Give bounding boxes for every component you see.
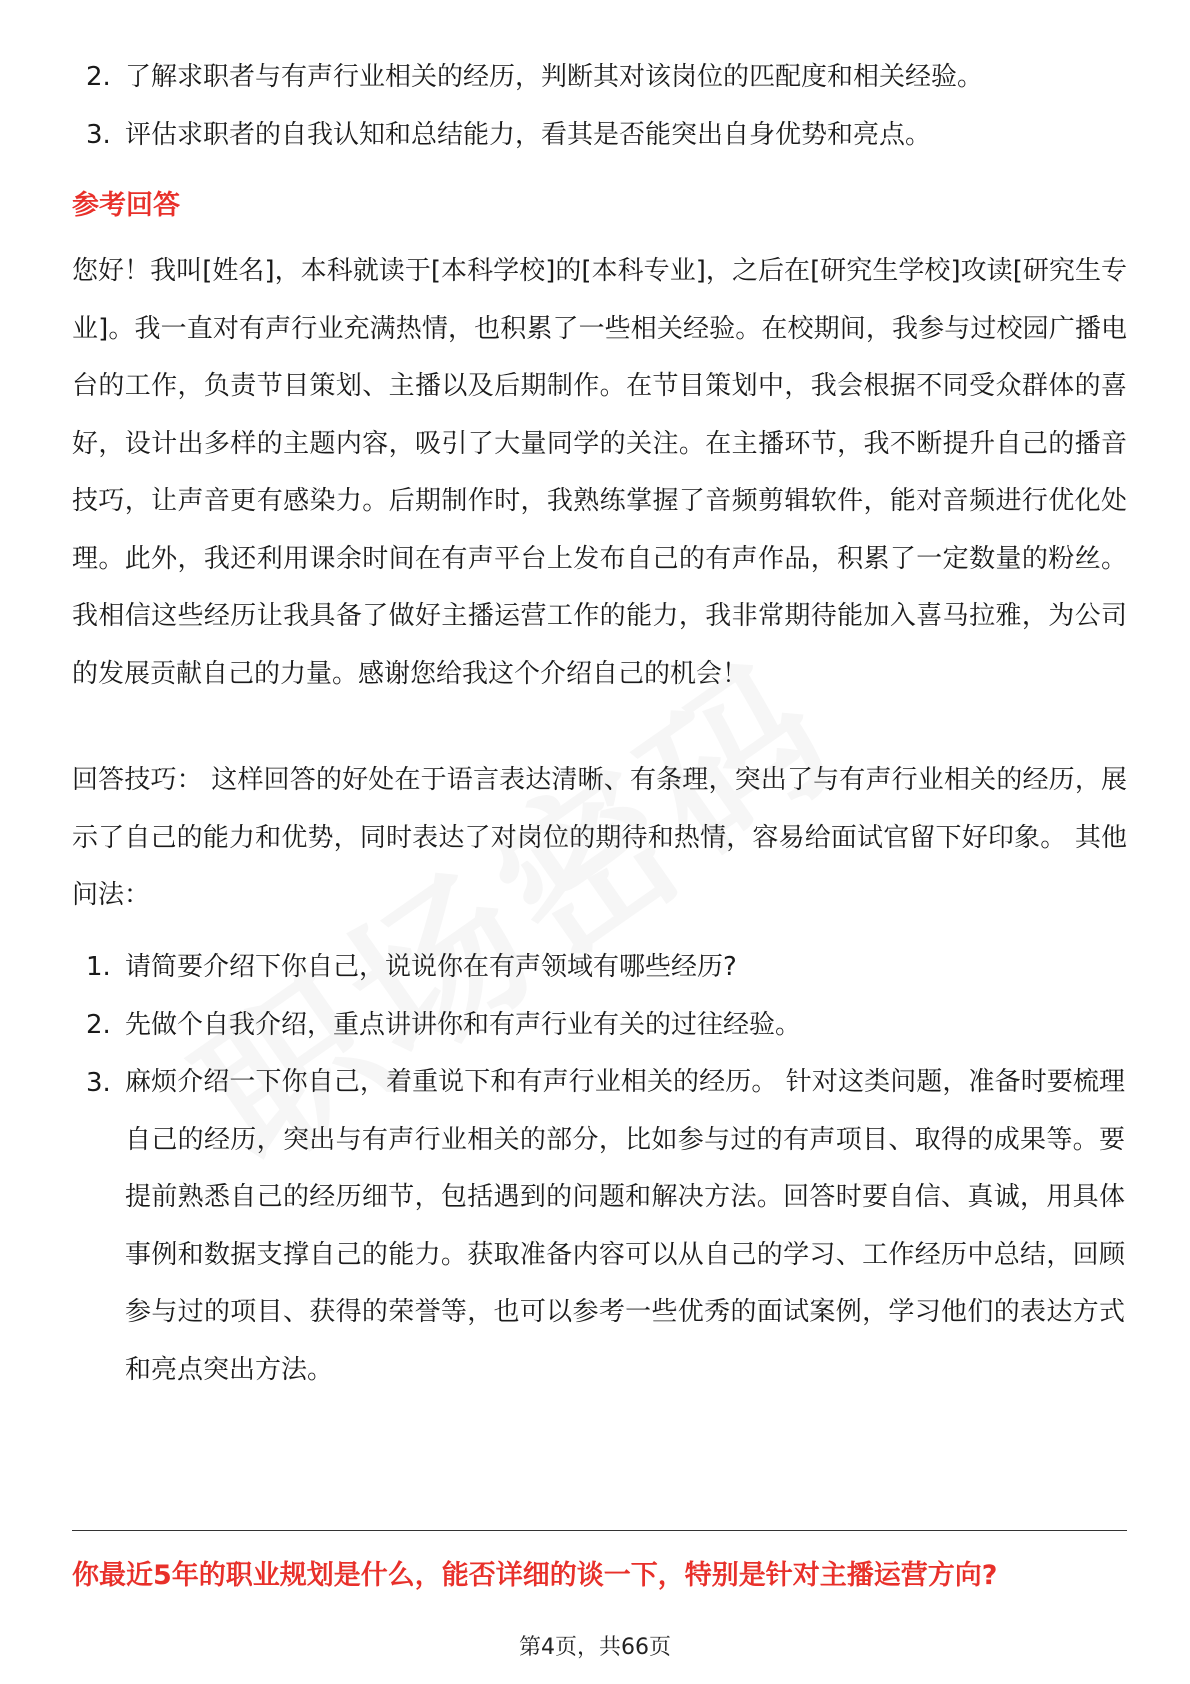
list-text: 麻烦介绍一下你自己，着重说下和有声行业相关的经历。 针对这类问题，准备时要梳理自己的经历，突出与有声行业相关的部分，比如参与过的有声项目、取得的成果等。要提前熟悉自己的经历细节，包括遇到的问题和解决方法。回答时要自信、真诚，用具体事例和数据支撑自己的能力。获取准备内容可以从自己的学习、工作经历中总结，回顾参与过的项目、获得的荣誉等，也可以参考一些优秀的面试案例，学习他们的表达方式和亮点突出方法。 — [125, 1067, 1125, 1385]
intent-list — [0, 48, 1190, 164]
list-number: 1. — [86, 952, 111, 982]
list-item — [0, 106, 1190, 164]
other-questions-list — [0, 938, 1190, 1454]
list-number: 3. — [86, 120, 111, 150]
page-number-footer: 第4页，共66页 — [519, 1635, 671, 1660]
list-item — [0, 48, 1190, 106]
list-number: 2. — [86, 1010, 111, 1040]
reference-answer-paragraph: 您好！我叫[姓名]，本科就读于[本科学校]的[本科专业]，之后在[研究生学校]攻读[研究生专业]。我一直对有声行业充满热情，也积累了一些相关经验。在校期间，我参与过校园广播电台的工作，负责节目策划、主播以及后期制作。在节目策划中，我会根据不同受众群体的喜好，设计出多样的主题内容，吸引了大量同学的关注。在主播环节，我不断提升自己的播音技巧，让声音更有感染力。后期制作时，我熟练掌握了音频剪辑软件，能对音频进行优化处理。此外，我还利用课余时间在有声平台上发布自己的有声作品，积累了一定数量的粉丝。我相信这些经历让我具备了做好主播运营工作的能力，我非常期待能加入喜马拉雅，为公司的发展贡献自己的力量。感谢您给我这个介绍自己的机会！ — [72, 256, 1127, 689]
section-divider — [72, 1530, 1127, 1531]
list-number: 2. — [86, 62, 111, 92]
list-text: 了解求职者与有声行业相关的经历，判断其对该岗位的匹配度和相关经验。 — [125, 62, 984, 92]
tips-paragraph: 回答技巧： 这样回答的好处在于语言表达清晰、有条理，突出了与有声行业相关的经历，展示了自己的能力和优势，同时表达了对岗位的期待和热情，容易给面试官留下好印象。 其他问法： — [72, 765, 1127, 910]
reference-answer-title: 参考回答 — [72, 190, 180, 221]
next-question-heading: 你最近5年的职业规划是什么，能否详细的谈一下，特别是针对主播运营方向? — [72, 1560, 998, 1591]
list-text: 评估求职者的自我认知和总结能力，看其是否能突出自身优势和亮点。 — [125, 120, 932, 150]
list-number: 3. — [86, 1068, 111, 1098]
list-text: 请简要介绍下你自己，说说你在有声领域有哪些经历? — [125, 952, 737, 982]
list-item — [0, 938, 1190, 996]
list-item — [0, 1054, 1190, 1454]
list-text: 先做个自我介绍，重点讲讲你和有声行业有关的过往经验。 — [125, 1010, 802, 1040]
list-item — [0, 996, 1190, 1054]
